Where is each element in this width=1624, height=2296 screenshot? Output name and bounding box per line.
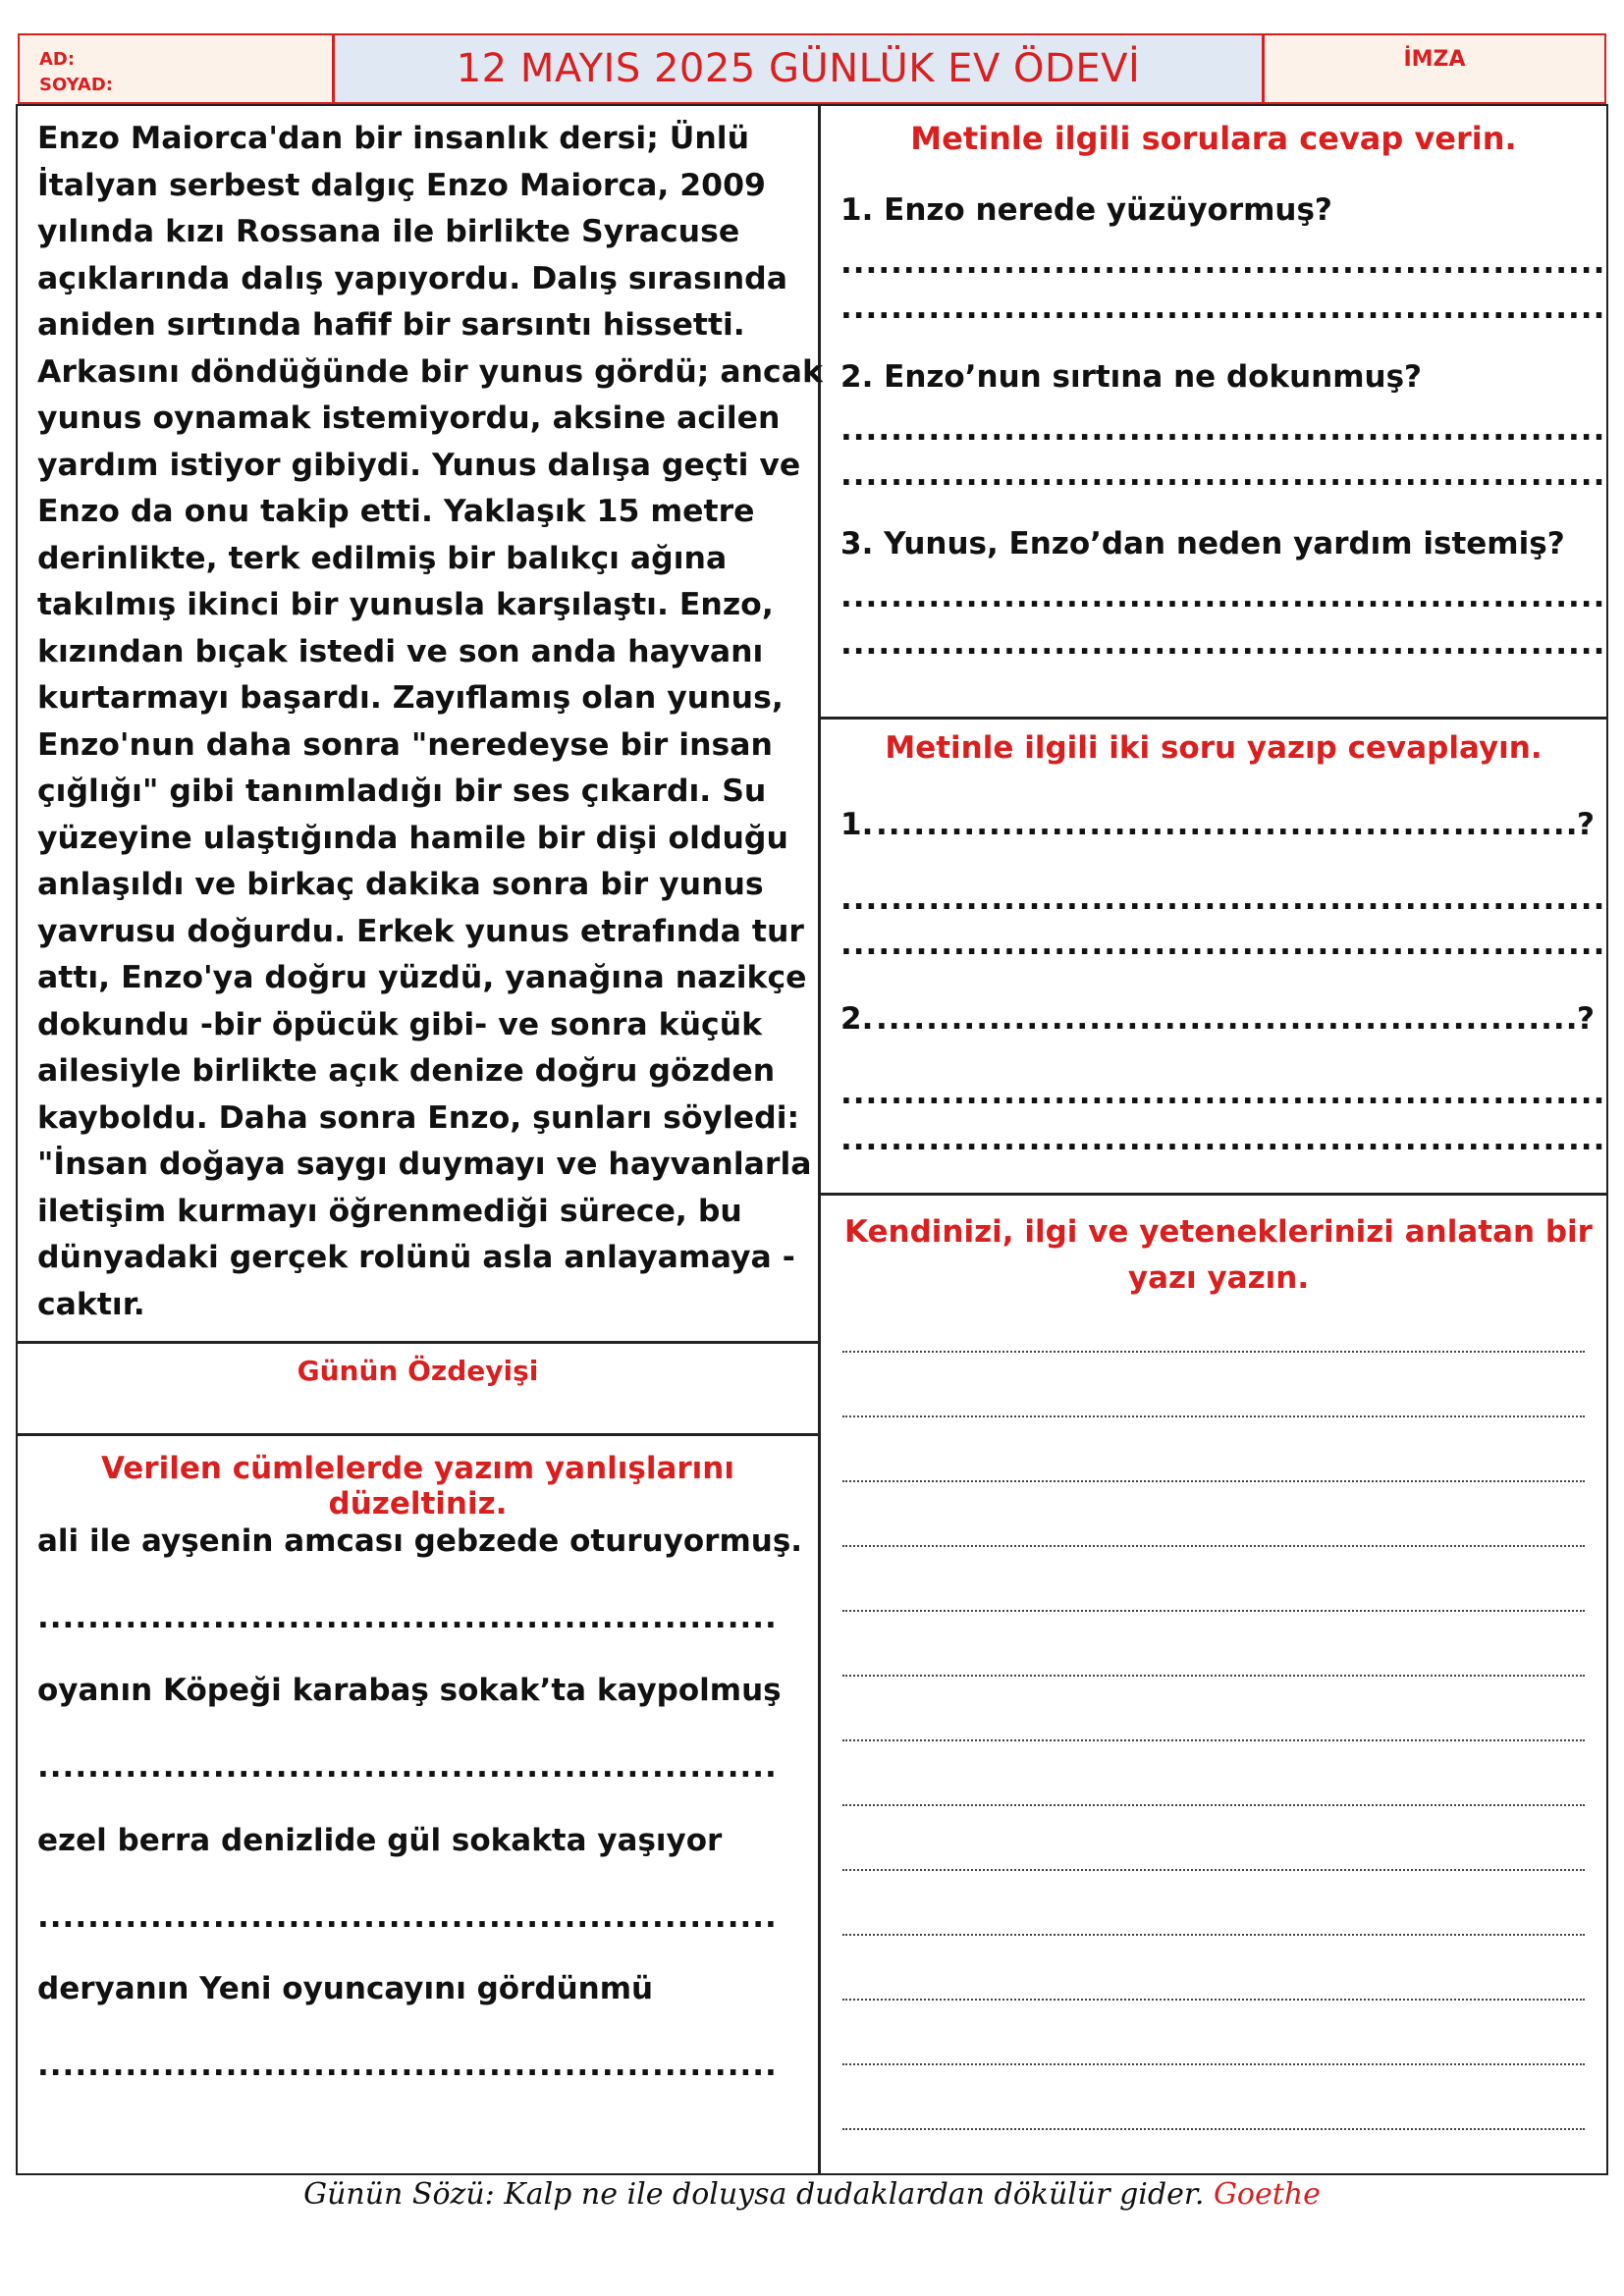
signature-field[interactable] [1263, 33, 1606, 104]
name-field[interactable] [18, 33, 334, 104]
question-1-answer-line-2[interactable] [840, 291, 1606, 326]
footer-author: Goethe [1213, 2177, 1321, 2212]
essay-line-9[interactable] [842, 1869, 1585, 1871]
spelling-answer-line-1[interactable] [37, 1600, 776, 1635]
divider-story-proverb [16, 1341, 820, 1344]
spelling-sentence-2: oyanın Köpeği karabaş sokak’ta kaypolmuş [37, 1673, 782, 1708]
essay-line-1[interactable] [842, 1351, 1585, 1353]
own-answer-2-line-2[interactable] [840, 1122, 1606, 1157]
essay-line-2[interactable] [842, 1415, 1585, 1417]
own-questions-heading: Metinle ilgili iki soru yazıp cevaplayın. [885, 730, 1543, 766]
essay-line-3[interactable] [842, 1480, 1585, 1482]
essay-line-10[interactable] [842, 1934, 1585, 1936]
page-title: 12 MAYIS 2025 GÜNLÜK EV ÖDEVİ [333, 33, 1264, 104]
question-3: 3. Yunus, Enzo’dan neden yardım istemiş? [840, 526, 1565, 561]
own-question-2-line[interactable] [876, 1001, 1575, 1037]
essay-line-6[interactable] [842, 1675, 1585, 1677]
question-3-answer-line-1[interactable] [840, 579, 1606, 614]
divider-proverb-spelling [16, 1433, 820, 1436]
questions-heading: Metinle ilgili sorulara cevap verin. [910, 120, 1517, 157]
own-answer-1-line-1[interactable] [840, 881, 1606, 917]
own-question-1-line[interactable] [876, 807, 1575, 842]
name-label: AD: [39, 49, 76, 70]
spelling-sentence-4: deryanın Yeni oyuncayını gördünmü [37, 1971, 654, 2006]
spelling-sentence-1: ali ile ayşenin amcası gebzede oturuyormuş. [37, 1523, 803, 1559]
spelling-heading: Verilen cümlelerde yazım yanlışlarını düzeltiniz. [100, 1451, 735, 1522]
footer-quote: Günün Sözü: Kalp ne ile doluysa dudaklardan dökülür gider. [303, 2177, 1205, 2212]
question-1: 1. Enzo nerede yüzüyormuş? [840, 192, 1332, 228]
spelling-sentence-3: ezel berra denizlide gül sokakta yaşıyor [37, 1823, 723, 1858]
essay-line-13[interactable] [842, 2128, 1585, 2130]
own-question-1-qmark: ? [1577, 807, 1595, 842]
essay-line-12[interactable] [842, 2063, 1585, 2065]
proverb-heading: Günün Özdeyişi [297, 1355, 539, 1387]
spelling-answer-line-3[interactable] [37, 1899, 776, 1935]
divider-own-essay [818, 1193, 1608, 1196]
footer-quote-line [0, 2177, 1624, 2212]
spelling-answer-line-4[interactable] [37, 2048, 776, 2083]
essay-line-4[interactable] [842, 1545, 1585, 1547]
own-answer-1-line-2[interactable] [840, 927, 1606, 962]
spelling-answer-line-2[interactable] [37, 1749, 776, 1785]
essay-line-11[interactable] [842, 1999, 1585, 2001]
essay-line-7[interactable] [842, 1739, 1585, 1741]
own-question-1-label: 1. [840, 807, 874, 842]
own-question-2-label: 2. [840, 1001, 874, 1037]
question-2: 2. Enzo’nun sırtına ne dokunmuş? [840, 359, 1423, 395]
signature-label: İMZA [1403, 47, 1466, 72]
question-1-answer-line-1[interactable] [840, 245, 1606, 281]
question-3-answer-line-2[interactable] [840, 626, 1606, 662]
divider-questions-own [818, 717, 1608, 720]
question-2-answer-line-2[interactable] [840, 457, 1606, 493]
own-answer-2-line-1[interactable] [840, 1076, 1606, 1111]
own-question-2-qmark: ? [1577, 1001, 1595, 1037]
essay-heading: Kendinizi, ilgi ve yeteneklerinizi anlatan bir yazı yazın. [844, 1214, 1593, 1296]
surname-label: SOYAD: [39, 75, 114, 95]
story-text: Enzo Maiorca'dan bir insanlık dersi; Ünlü İtalyan serbest dalgıç Enzo Maiorca, 2009 yılında kızı Rossana ile birlikte Syracuse açıklarında dalış yapıyordu. Dalış sırasında aniden sırtında hafif bir sarsıntı hissetti. Arkasını döndüğünde bir yunus gördü; ancak yunus oynamak istemiyordu, aksine acilen yardım istiyor gibiydi. Yunus dalışa geçti ve Enzo da onu takip etti. Yaklaşık 15 metre derinlikte, terk edilmiş bir balıkçı ağına takılmış ikinci bir yunusla karşılaştı. Enzo, kızından bıçak istedi ve son anda hayvanı kurtarmayı başardı. Zayıflamış olan yunus, Enzo'nun daha sonra "neredeyse bir insan çığlığı" gibi tanımladığı bir ses çıkardı. Su yüzeyine ulaştığında hamile bir dişi olduğu anlaşıldı ve birkaç dakika sonra bir yunus yavrusu doğurdu. Erkek yunus etrafında tur attı, Enzo'ya doğru yüzdü, yanağına nazikçe dokundu -bir öpücük gibi- ve sonra küçük ailesiyle birlikte açık denize doğru gözden kayboldu. Daha sonra Enzo, şunları söyledi: "İnsan doğaya saygı duymayı ve hayvanlarla iletişim kurmayı öğrenmediği sürece, bu dünyadaki gerçek rolünü asla anlayamaya - caktır. [37, 121, 823, 1322]
essay-line-5[interactable] [842, 1610, 1585, 1612]
essay-line-8[interactable] [842, 1804, 1585, 1806]
question-2-answer-line-1[interactable] [840, 412, 1606, 448]
